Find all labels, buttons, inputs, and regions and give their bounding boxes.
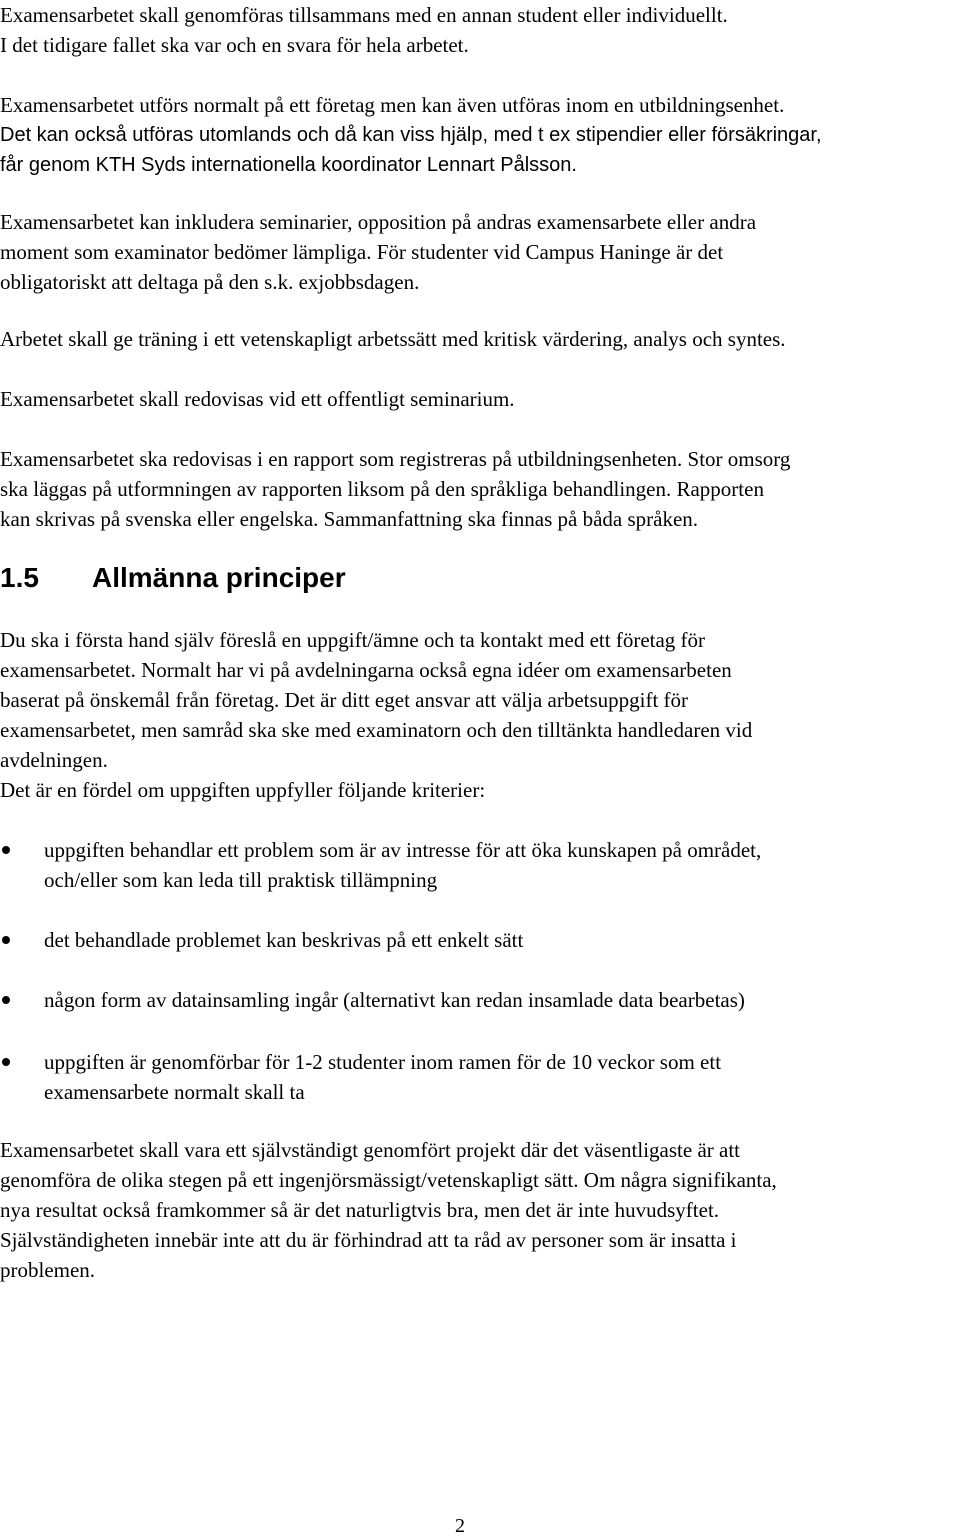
text-line: Examensarbetet skall vara ett självständigt genomfört projekt där det väsentligaste är att (0, 1138, 740, 1162)
text-line: Självständigheten innebär inte att du är förhindrad att ta råd av personer som är insatta i (0, 1228, 737, 1252)
text-line: Examensarbetet kan inkludera seminarier, opposition på andras examensarbete eller andra (0, 210, 757, 234)
list-item-text (44, 925, 523, 955)
text-line: examensarbete normalt skall ta (44, 1080, 305, 1104)
text-line: Det kan också utföras utomlands och då kan viss hjälp, med t ex stipendier eller försäkringar, (0, 124, 822, 146)
page-number: 2 (455, 1515, 465, 1537)
bullet-icon (2, 846, 10, 854)
text-line: I det tidigare fallet ska var och en svara för hela arbetet. (0, 33, 469, 57)
section-heading (0, 560, 346, 596)
text-line: Examensarbetet ska redovisas i en rapport som registreras på utbildningsenheten. Stor omsorg (0, 447, 791, 471)
paragraph-location (0, 90, 960, 180)
text-line: Examensarbetet skall genomföras tillsammans med en annan student eller individuellt. (0, 3, 728, 27)
text-line: och/eller som kan leda till praktisk tillämpning (44, 868, 438, 892)
text-line: Examensarbetet skall redovisas vid ett offentligt seminarium. (0, 387, 515, 411)
text-line: Det är en fördel om uppgiften uppfyller följande kriterier: (0, 778, 486, 802)
paragraph-seminars (0, 207, 960, 297)
paragraph-seminar-presentation (0, 384, 960, 414)
text-line: moment som examinator bedömer lämpliga. För studenter vid Campus Haninge är det (0, 240, 724, 264)
paragraph-general-principles (0, 625, 960, 805)
bullet-icon (2, 996, 10, 1004)
list-item-text (44, 835, 761, 895)
list-item-text (44, 1047, 721, 1107)
text-line: nya resultat också framkommer så är det naturligtvis bra, men det är inte huvudsyftet. (0, 1198, 720, 1222)
text-line: det behandlade problemet kan beskrivas på ett enkelt sätt (44, 928, 524, 952)
text-line: problemen. (0, 1258, 96, 1282)
list-item-text (44, 985, 745, 1015)
text-line: någon form av datainsamling ingår (alternativt kan redan insamlade data bearbetas) (44, 988, 745, 1012)
text-line: kan skrivas på svenska eller engelska. Sammanfattning ska finnas på båda språken. (0, 507, 699, 531)
paragraph-individual-or-pair (0, 0, 960, 60)
text-line: baserat på önskemål från företag. Det är ditt eget ansvar att välja arbetsuppgift för (0, 688, 689, 712)
text-line: ska läggas på utformningen av rapporten liksom på den språkliga behandlingen. Rapporten (0, 477, 764, 501)
section-title: Allmänna principer (92, 562, 346, 593)
text-line: avdelningen. (0, 748, 108, 772)
text-line: Examensarbetet utförs normalt på ett företag men kan även utföras inom en utbildningsenhet. (0, 93, 785, 117)
text-line: examensarbetet, men samråd ska ske med examinatorn och den tilltänkta handledaren vid (0, 718, 753, 742)
bullet-icon (2, 936, 10, 944)
text-line: obligatoriskt att deltaga på den s.k. exjobbsdagen. (0, 270, 420, 294)
text-line: får genom KTH Syds internationella koordinator Lennart Pålsson. (0, 154, 577, 176)
text-line: uppgiften är genomförbar för 1-2 studenter inom ramen för de 10 veckor som ett (44, 1050, 722, 1074)
paragraph-report (0, 444, 960, 534)
paragraph-independence (0, 1135, 960, 1285)
section-number: 1.5 (0, 562, 39, 593)
text-line: Arbetet skall ge träning i ett vetenskapligt arbetssätt med kritisk värdering, analys och syntes. (0, 327, 786, 351)
text-line: genomföra de olika stegen på ett ingenjörsmässigt/vetenskapligt sätt. Om några signifikanta, (0, 1168, 777, 1192)
bullet-icon (2, 1058, 10, 1066)
paragraph-scientific-method (0, 324, 960, 354)
text-line: uppgiften behandlar ett problem som är av intresse för att öka kunskapen på området, (44, 838, 762, 862)
text-line: Du ska i första hand själv föreslå en uppgift/ämne och ta kontakt med ett företag för (0, 628, 706, 652)
text-line: examensarbetet. Normalt har vi på avdelningarna också egna idéer om examensarbeten (0, 658, 732, 682)
